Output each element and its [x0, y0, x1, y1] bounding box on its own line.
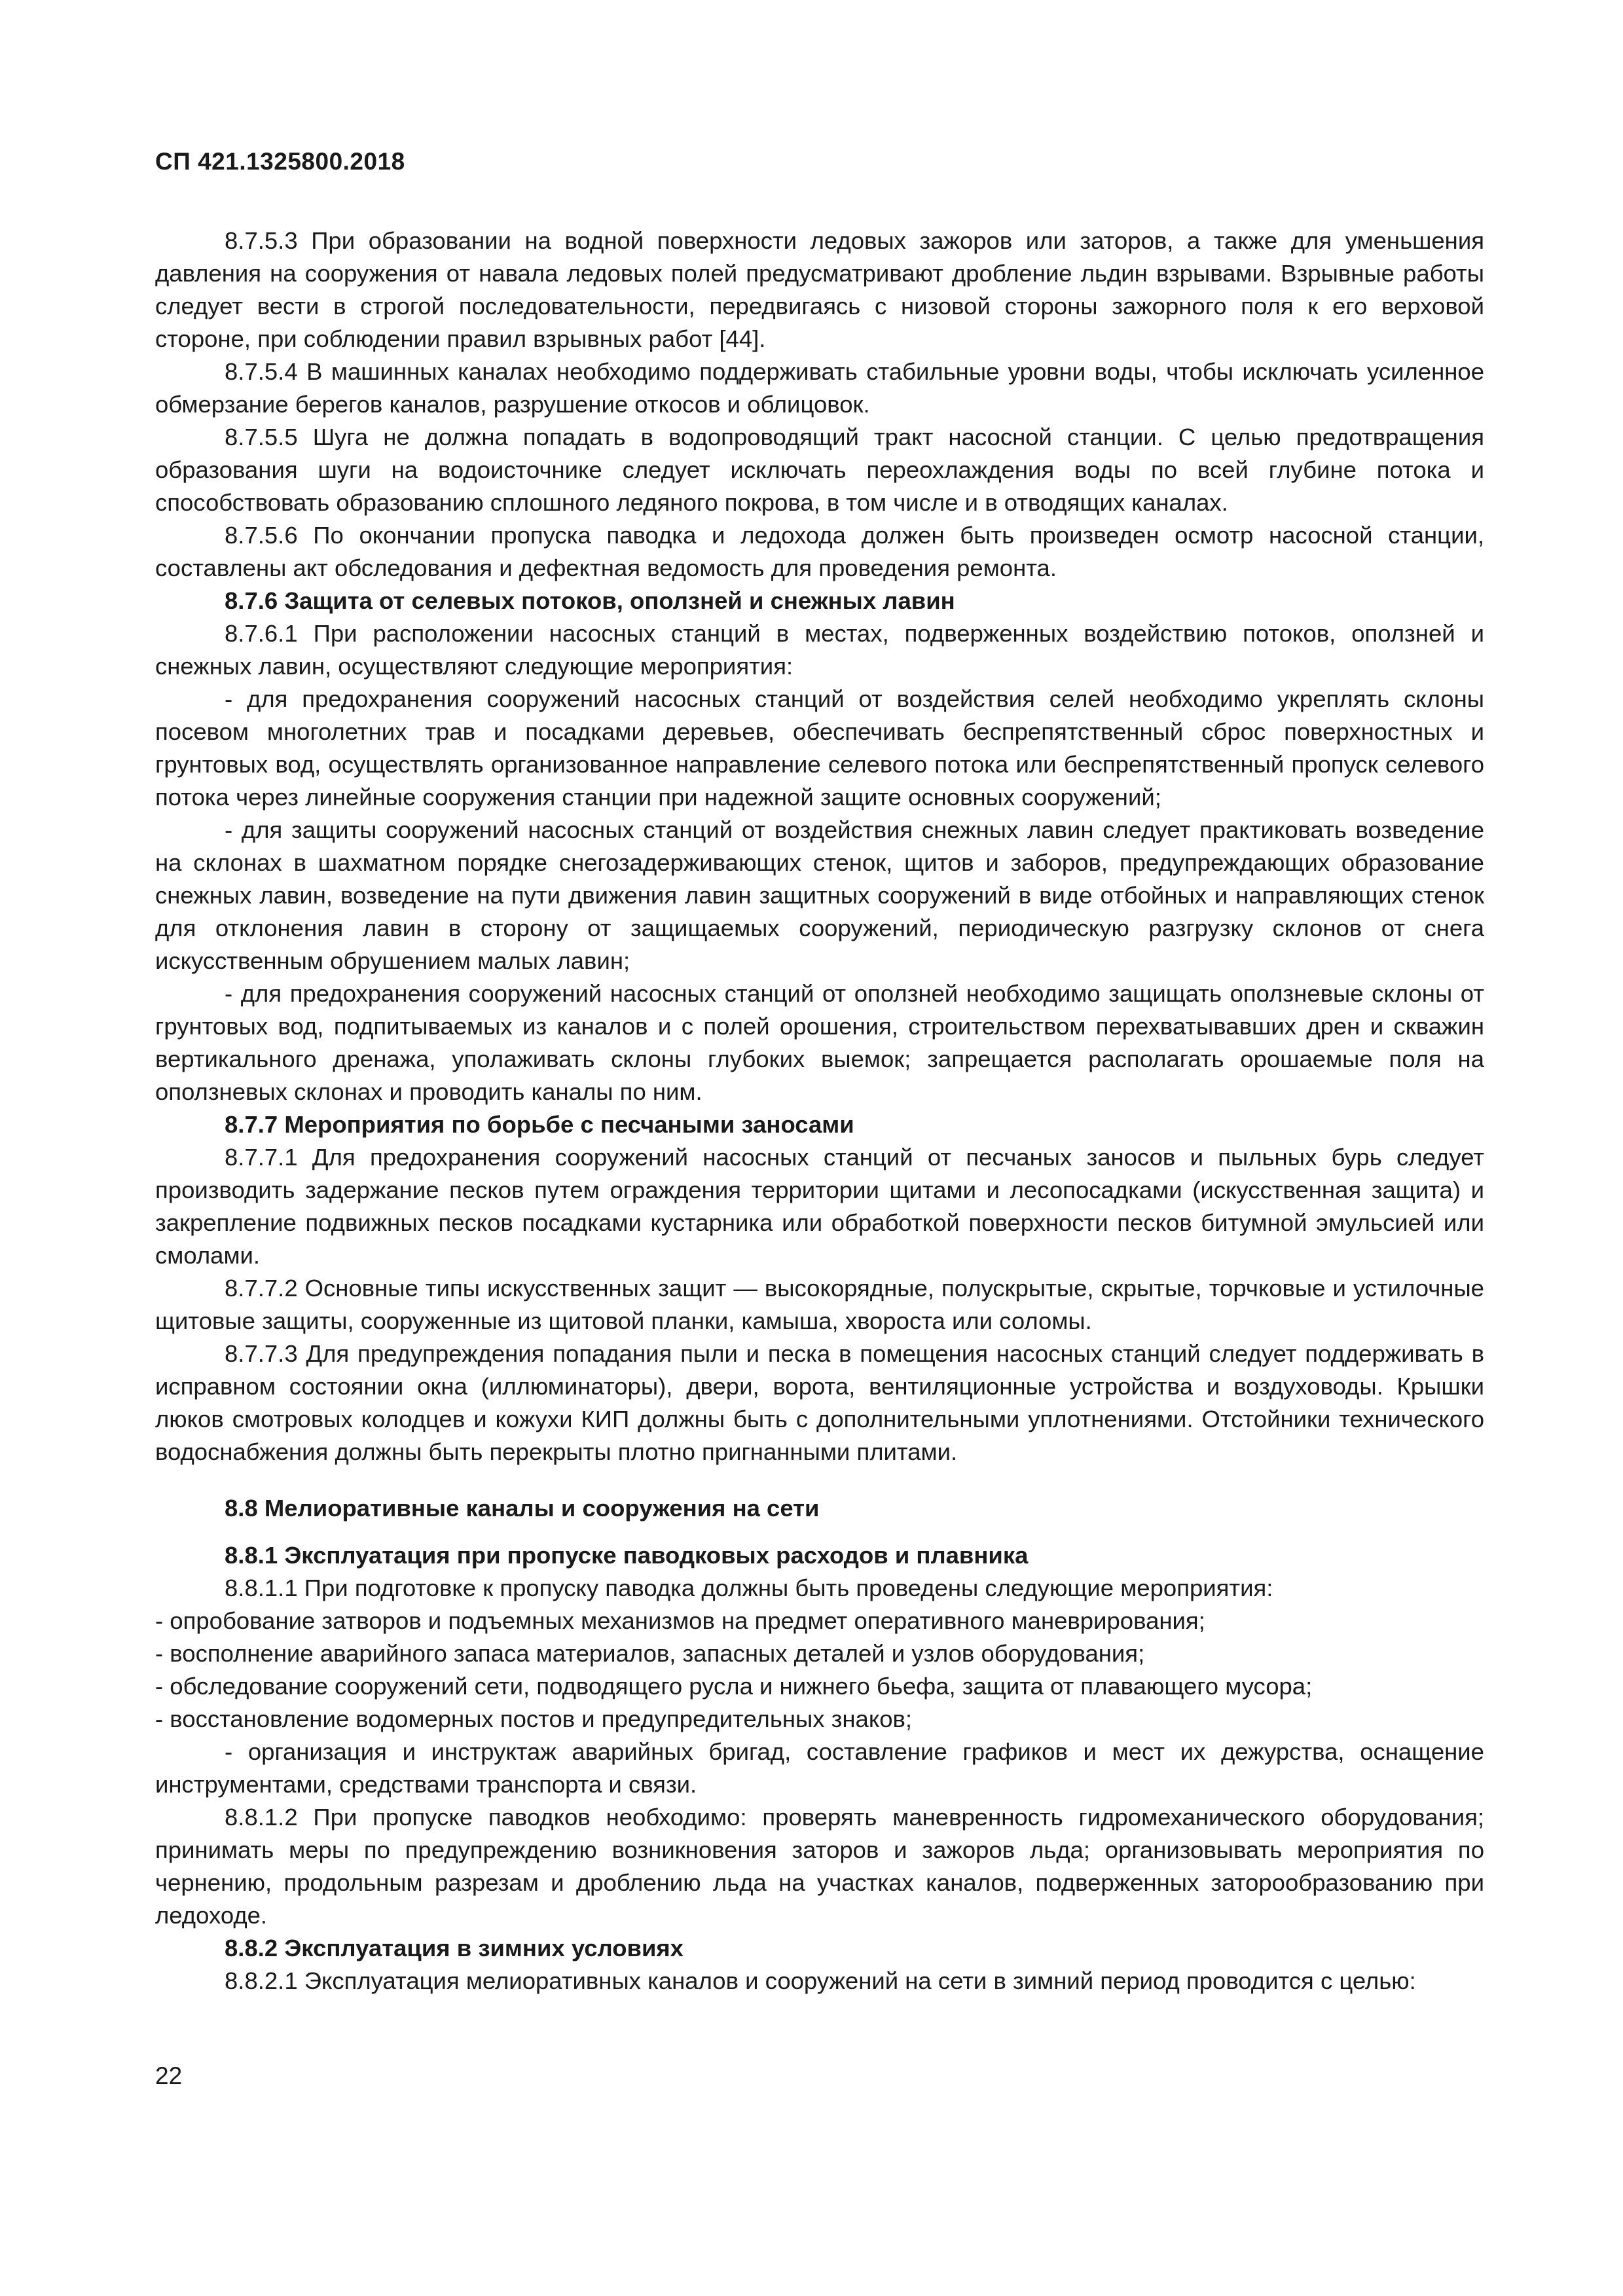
paragraph-8-7-5-5: 8.7.5.5 Шуга не должна попадать в водопроводящий тракт насосной станции. С целью предотвращения образования шуги на водоисточнике следует исключать переохлаждения воды по всей глубине потока и способствовать образованию сплошного ледяного покрова, в том числе и в отводящих каналах.	[155, 424, 1484, 516]
document-code-header: СП 421.1325800.2018	[155, 148, 405, 175]
page-number: 22	[155, 2062, 183, 2089]
list-item-landslide: - для предохранения сооружений насосных станций от оползней необходимо защищать оползневые склоны от грунтовых вод, подпитываемых из каналов и с полей орошения, строительством перехватывавших дрен и скважин вертикального дренажа, уполаживать склоны глубоких выемок; запрещается располагать орошаемые поля на оползневых склонах и проводить каналы по ним.	[155, 980, 1484, 1105]
paragraph-8-7-6-1: 8.7.6.1 При расположении насосных станций в местах, подверженных воздействию потоков, оползней и снежных лавин, осуществляют следующие мероприятия:	[155, 620, 1484, 680]
section-heading-8-7-7: 8.7.7 Мероприятия по борьбе с песчаными заносами	[225, 1111, 854, 1138]
paragraph-8-7-7-3: 8.7.7.3 Для предупреждения попадания пыли и песка в помещения насосных станций следует поддерживать в исправном состоянии окна (иллюминаторы), двери, ворота, вентиляционные устройства и воздуховоды. Крышки люков смотровых колодцев и кожухи КИП должны быть с дополнительными уплотнениями. Отстойники технического водоснабжения должны быть перекрыты плотно пригнанными плитами.	[155, 1340, 1484, 1465]
paragraph-8-7-5-4: 8.7.5.4 В машинных каналах необходимо поддерживать стабильные уровни воды, чтобы исключать усиленное обмерзание берегов каналов, разрушение откосов и облицовок.	[155, 358, 1484, 418]
list-item-emergency-stock: - восполнение аварийного запаса материалов, запасных деталей и узлов оборудования;	[155, 1640, 1145, 1667]
paragraph-8-8-1-1: 8.8.1.1 При подготовке к пропуску паводка должны быть проведены следующие мероприятия:	[225, 1575, 1273, 1601]
list-item-inspection: - обследование сооружений сети, подводящего русла и нижнего бьефа, защита от плавающего мусора;	[155, 1673, 1313, 1700]
section-heading-8-8-1: 8.8.1 Эксплуатация при пропуске паводковых расходов и плавника	[225, 1542, 1029, 1569]
list-item-gauging-posts: - восстановление водомерных постов и предупредительных знаков;	[155, 1705, 913, 1732]
list-item-mudflow: - для предохранения сооружений насосных станций от воздействия селей необходимо укреплять склоны посевом многолетних трав и посадками деревьев, обеспечивать беспрепятственный сброс поверхностных и грунтовых вод, осуществлять организованное направление селевого потока или беспрепятственный пропуск селевого потока через линейные сооружения станции при надежной защите основных сооружений;	[155, 685, 1484, 811]
section-heading-8-8-2: 8.8.2 Эксплуатация в зимних условиях	[225, 1935, 684, 1961]
section-heading-8-7-6: 8.7.6 Защита от селевых потоков, оползней и снежных лавин	[225, 587, 955, 614]
list-item-gates-testing: - опробование затворов и подъемных механизмов на предмет оперативного маневрирования;	[155, 1607, 1205, 1634]
paragraph-8-8-1-2: 8.8.1.2 При пропуске паводков необходимо: проверять маневренность гидромеханического оборудования; принимать меры по предупреждению возникновения заторов и зажоров льда; организовывать мероприятия по чернению, продольным разрезам и дроблению льда на участках каналов, подверженных заторообразованию при ледоходе.	[155, 1804, 1484, 1929]
paragraph-8-7-5-6: 8.7.5.6 По окончании пропуска паводка и ледохода должен быть произведен осмотр насосной станции, составлены акт обследования и дефектная ведомость для проведения ремонта.	[155, 522, 1484, 581]
list-item-avalanche: - для защиты сооружений насосных станций от воздействия снежных лавин следует практиковать возведение на склонах в шахматном порядке снегозадерживающих стенок, щитов и заборов, предупреждающих образование снежных лавин, возведение на пути движения лавин защитных сооружений в виде отбойных и направляющих стенок для отклонения лавин в сторону от защищаемых сооружений, периодическую разгрузку склонов от снега искусственным обрушением малых лавин;	[155, 816, 1484, 974]
paragraph-8-7-7-2: 8.7.7.2 Основные типы искусственных защит — высокорядные, полускрытые, скрытые, торчковые и устилочные щитовые защиты, сооруженные из щитовой планки, камыша, хвороста или соломы.	[155, 1275, 1484, 1334]
section-heading-8-8: 8.8 Мелиоративные каналы и сооружения на сети	[225, 1495, 820, 1522]
paragraph-8-8-2-1: 8.8.2.1 Эксплуатация мелиоративных каналов и сооружений на сети в зимний период проводится с целью:	[225, 1967, 1416, 1994]
document-body	[155, 225, 1484, 1997]
list-item-emergency-teams: - организация и инструктаж аварийных бригад, составление графиков и мест их дежурства, оснащение инструментами, средствами транспорта и связи.	[155, 1738, 1484, 1798]
paragraph-8-7-7-1: 8.7.7.1 Для предохранения сооружений насосных станций от песчаных заносов и пыльных бурь следует производить задержание песков путем ограждения территории щитами и лесопосадками (искусственная защита) и закрепление подвижных песков посадками кустарника или обработкой поверхности песков битумной эмульсией или смолами.	[155, 1144, 1484, 1269]
paragraph-8-7-5-3: 8.7.5.3 При образовании на водной поверхности ледовых зажоров или заторов, а также для уменьшения давления на сооружения от навала ледовых полей предусматривают дробление льдин взрывами. Взрывные работы следует вести в строгой последовательности, передвигаясь с низовой стороны зажорного поля к его верховой стороне, при соблюдении правил взрывных работ [44].	[155, 227, 1484, 352]
